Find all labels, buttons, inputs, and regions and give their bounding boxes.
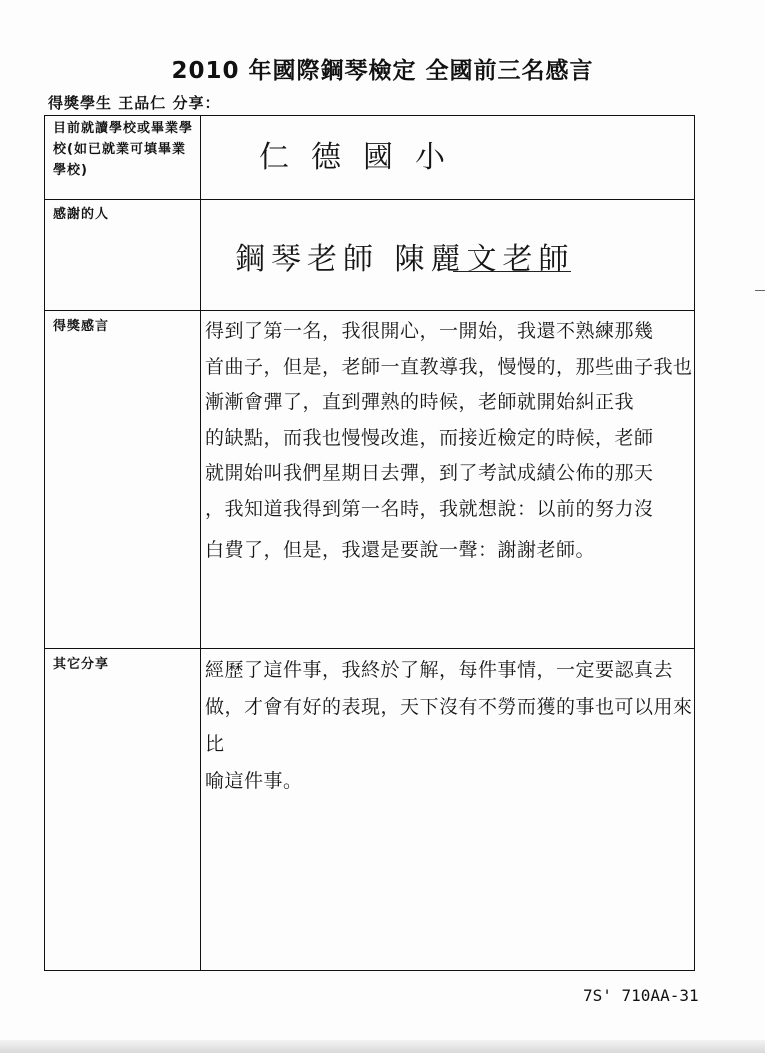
speech-text (205, 314, 695, 569)
other-line: 經歷了這件事，我終於了解，每件事情，一定要認真去 (205, 659, 674, 681)
scan-edge-mark (755, 290, 765, 291)
speech-line: 的缺點，而我也慢慢改進，而接近檢定的時候，老師 (205, 426, 654, 449)
thanks-value: 鋼琴老師 陳麗文老師 (235, 242, 575, 277)
speech-line: ，我知道我得到第一名時，我就想說：以前的努力沒 (205, 497, 654, 520)
scan-bottom-edge (0, 1040, 765, 1053)
speech-line: 首曲子，但是，老師一直教導我，慢慢的，那些曲子我也 (205, 355, 693, 378)
speech-line: 得到了第一名，我很開心，一開始，我還不熟練那幾 (205, 320, 654, 342)
name-underline (453, 271, 571, 272)
school-value: 仁德國小 (259, 140, 467, 175)
testimonial-form (44, 115, 695, 971)
row-divider (45, 199, 694, 200)
speech-line: 就開始叫我們星期日去彈，到了考試成績公佈的那天 (205, 462, 654, 484)
other-label: 其它分享 (53, 657, 110, 672)
school-label: 目前就讀學校或畢業學校(如已就業可填畢業學校) (53, 121, 194, 178)
form-code: 7S' 710AA-31 (583, 986, 699, 1005)
page-title: 2010 年國際鋼琴檢定 全國前三名感言 (171, 58, 594, 84)
other-line: 做，才會有好的表現，天下沒有不勞而獲的事也可以用來比 (205, 696, 693, 755)
speech-label: 得獎感言 (53, 319, 110, 334)
row-divider (45, 648, 694, 649)
column-divider (200, 116, 201, 970)
other-text (205, 652, 695, 800)
student-line: 得獎學生 王品仁 分享： (48, 94, 221, 112)
thanks-label: 感謝的人 (53, 207, 110, 222)
speech-line: 白費了，但是，我還是要說一聲：謝謝老師。 (205, 539, 596, 561)
other-line: 喻這件事。 (205, 770, 303, 792)
speech-line: 漸漸會彈了，直到彈熟的時候，老師就開始糾正我 (205, 391, 635, 413)
row-divider (45, 310, 694, 311)
